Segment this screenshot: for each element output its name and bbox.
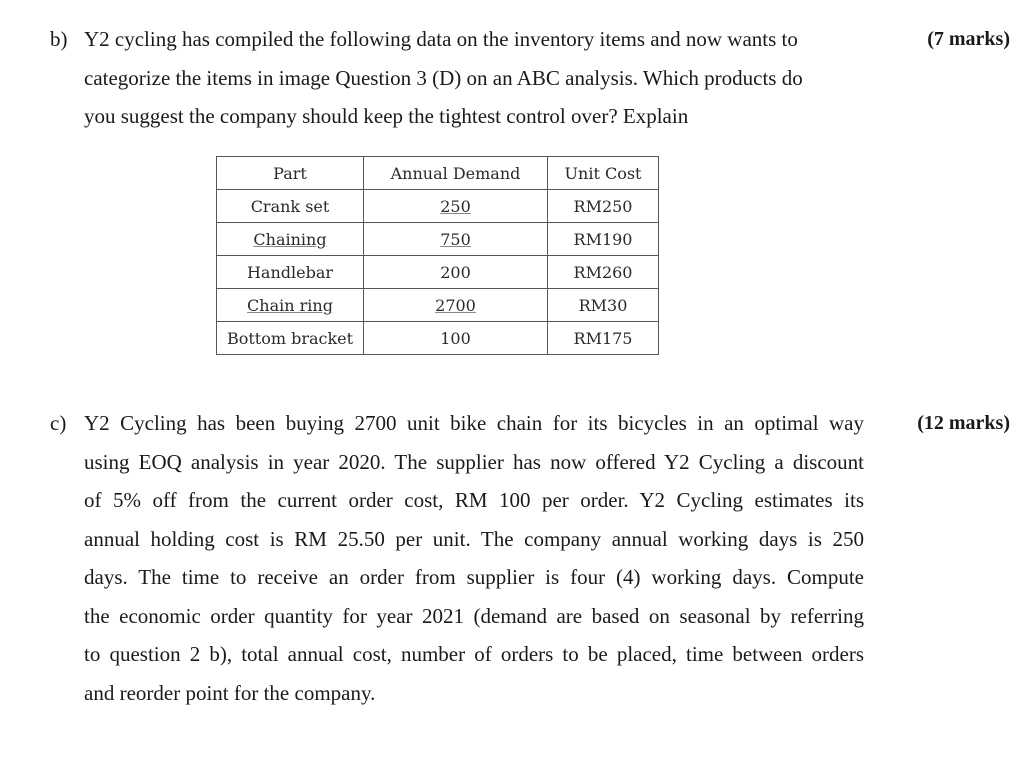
question-c-line: Y2 Cycling has been buying 2700 unit bike chain for its bicycles in an optimal way [84,411,864,435]
cell-part [217,223,364,256]
cell-annual-demand-value: 250 [440,196,471,216]
cell-part: Handlebar [217,256,364,289]
cell-unit-cost: RM260 [548,256,659,289]
question-c-line: to question 2 b), total annual cost, number of orders to be placed, time between orders [84,642,864,666]
question-b-line: you suggest the company should keep the tightest control over? Explain [84,104,689,128]
cell-annual-demand: 200 [364,256,548,289]
cell-part: Bottom bracket [217,322,364,355]
cell-part-value: Chaining [253,229,327,249]
header-unit-cost: Unit Cost [548,157,659,190]
cell-unit-cost: RM250 [548,190,659,223]
question-c-line: of 5% off from the current order cost, RM 100 per order. Y2 Cycling estimates its [84,488,864,512]
table-header-row [217,157,659,190]
cell-annual-demand-value: 750 [440,229,471,249]
question-b-label: b) [50,27,68,51]
cell-unit-cost: RM175 [548,322,659,355]
table-row [217,190,659,223]
header-annual-demand: Annual Demand [364,157,548,190]
question-c-label: c) [50,411,67,435]
cell-annual-demand [364,289,548,322]
question-c-marks: (12 marks) [917,412,1010,434]
table-row [217,256,659,289]
cell-annual-demand: 100 [364,322,548,355]
cell-unit-cost: RM190 [548,223,659,256]
question-b-line: categorize the items in image Question 3 (D) on an ABC analysis. Which products do [84,65,803,90]
question-b-text [84,20,874,136]
table-row [217,289,659,322]
header-part: Part [217,157,364,190]
cell-part [217,289,364,322]
cell-annual-demand [364,223,548,256]
table-row [217,223,659,256]
question-c-line: using EOQ analysis in year 2020. The supplier has now offered Y2 Cycling a discount [84,449,864,474]
question-b-marks: (7 marks) [927,28,1010,50]
cell-unit-cost: RM30 [548,289,659,322]
question-c-line: and reorder point for the company. [84,680,376,705]
table-row [217,322,659,355]
cell-part-value: Chain ring [247,295,333,315]
question-c-text [84,404,864,712]
cell-annual-demand [364,190,548,223]
question-b-line: Y2 cycling has compiled the following data on the inventory items and now wants to [84,27,798,51]
question-c-line: annual holding cost is RM 25.50 per unit. The company annual working days is 250 [84,526,864,551]
question-c-line: days. The time to receive an order from supplier is four (4) working days. Compute [84,565,864,589]
cell-part: Crank set [217,190,364,223]
inventory-table [216,156,659,355]
cell-annual-demand-value: 2700 [435,295,476,315]
question-c-line: the economic order quantity for year 2021 (demand are based on seasonal by referring [84,603,864,628]
